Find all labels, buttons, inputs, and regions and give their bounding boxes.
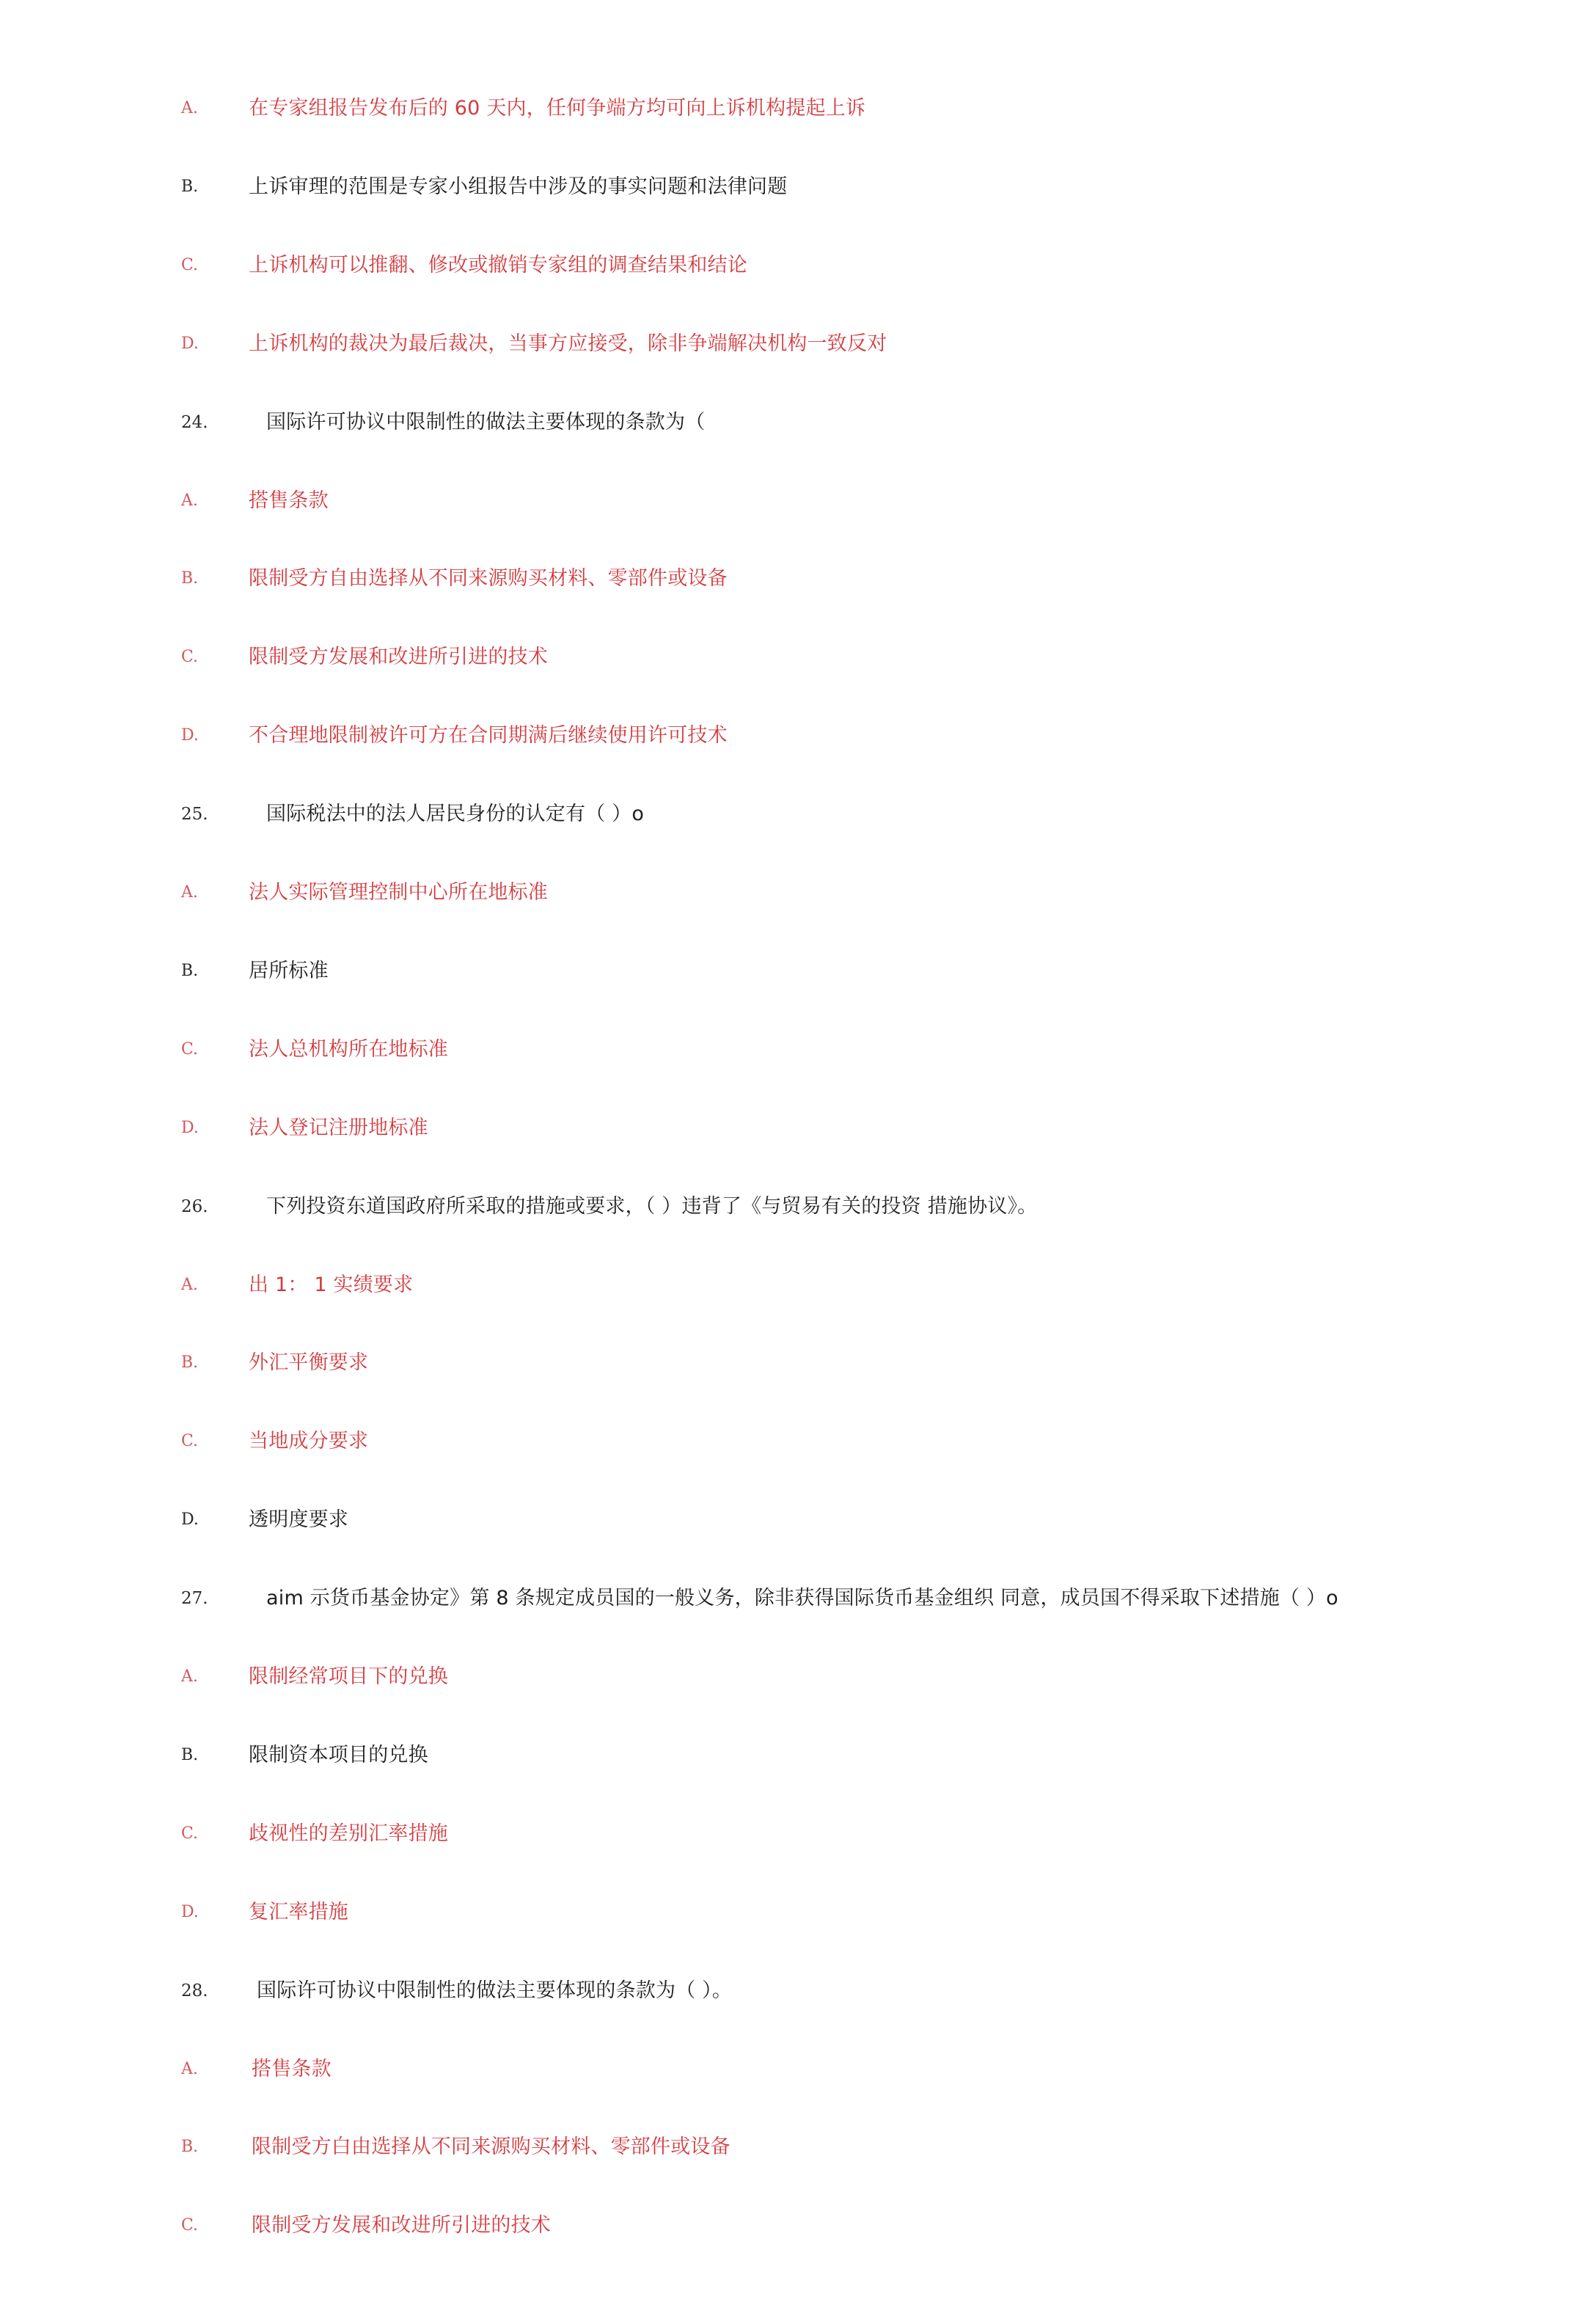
question-number: 24. bbox=[181, 413, 208, 432]
question-text: 国际许可协议中限制性的做法主要体现的条款为（ ）。 bbox=[257, 1979, 733, 2002]
option-letter: D. bbox=[181, 1119, 199, 1137]
option-row bbox=[0, 1419, 1571, 1464]
question-row bbox=[0, 1969, 1571, 2013]
option-text: 在专家组报告发布后的 60 天内，任何争端方均可向上诉机构提起上诉 bbox=[249, 97, 866, 120]
option-row bbox=[0, 635, 1571, 679]
option-letter: B. bbox=[181, 569, 199, 588]
option-text: 限制受方自由选择从不同来源购买材料、零部件或设备 bbox=[249, 567, 728, 590]
option-text: 限制受方白由选择从不同来源购买材料、零部件或设备 bbox=[252, 2135, 730, 2158]
option-row bbox=[0, 1812, 1571, 1856]
option-text: 歧视性的差别汇率措施 bbox=[249, 1822, 448, 1845]
option-row bbox=[0, 557, 1571, 601]
option-letter: B. bbox=[181, 2138, 199, 2156]
option-text: 限制经常项目下的兑换 bbox=[249, 1665, 448, 1688]
option-row bbox=[0, 1733, 1571, 1777]
option-row bbox=[0, 1028, 1571, 1072]
question-text: 国际许可协议中限制性的做法主要体现的条款为（ bbox=[266, 411, 706, 434]
option-text: 法人实际管理控制中心所在地标准 bbox=[249, 881, 548, 904]
option-row bbox=[0, 1106, 1571, 1150]
option-letter: C. bbox=[181, 1824, 199, 1843]
option-letter: D. bbox=[181, 335, 199, 353]
question-row bbox=[0, 792, 1571, 836]
question-row bbox=[0, 1185, 1571, 1229]
option-row bbox=[0, 1498, 1571, 1542]
option-letter: A. bbox=[181, 1276, 198, 1294]
option-letter: C. bbox=[181, 1040, 199, 1059]
option-row bbox=[0, 949, 1571, 993]
option-letter: C. bbox=[181, 256, 199, 274]
question-text: 下列投资东道国政府所采取的措施或要求，（ ）违背了《与贸易有关的投资 措施协议》。 bbox=[266, 1195, 1038, 1218]
option-letter: B. bbox=[181, 1353, 199, 1372]
option-row bbox=[0, 1341, 1571, 1385]
option-row bbox=[0, 1890, 1571, 1934]
option-row bbox=[0, 2125, 1571, 2169]
question-text: aim 示货币基金协定》第 8 条规定成员国的一般义务，除非获得国际货币基金组织 同意，成员国不得采取下述措施（ ）o bbox=[266, 1587, 1339, 1609]
option-letter: A. bbox=[181, 99, 198, 117]
question-number: 27. bbox=[181, 1589, 208, 1608]
option-row bbox=[0, 87, 1571, 131]
option-text: 复汇率措施 bbox=[249, 1901, 348, 1923]
option-row bbox=[0, 479, 1571, 523]
option-row bbox=[0, 871, 1571, 915]
option-letter: A. bbox=[181, 492, 198, 510]
option-letter: B. bbox=[181, 962, 199, 980]
option-letter: A. bbox=[181, 883, 198, 902]
option-row bbox=[0, 322, 1571, 366]
option-text: 出 1： 1 实绩要求 bbox=[249, 1274, 414, 1296]
option-letter: A. bbox=[181, 2060, 198, 2078]
question-number: 26. bbox=[181, 1197, 208, 1216]
option-text: 搭售条款 bbox=[252, 2058, 332, 2080]
question-number: 28. bbox=[181, 1981, 208, 2000]
option-row bbox=[0, 2204, 1571, 2248]
option-text: 居所标准 bbox=[249, 960, 329, 982]
option-text: 上诉机构可以推翻、修改或撤销专家组的调查结果和结论 bbox=[249, 254, 747, 277]
option-text: 限制资本项目的兑换 bbox=[249, 1744, 428, 1766]
option-text: 限制受方发展和改进所引进的技术 bbox=[249, 646, 548, 668]
question-row bbox=[0, 401, 1571, 445]
option-letter: A. bbox=[181, 1667, 198, 1686]
option-letter: D. bbox=[181, 1510, 199, 1529]
option-letter: C. bbox=[181, 648, 199, 666]
option-letter: B. bbox=[181, 1746, 199, 1764]
option-row bbox=[0, 1263, 1571, 1307]
option-letter: D. bbox=[181, 726, 199, 745]
option-letter: B. bbox=[181, 178, 199, 196]
option-text: 当地成分要求 bbox=[249, 1430, 369, 1452]
question-number: 25. bbox=[181, 805, 208, 824]
option-row bbox=[0, 165, 1571, 209]
option-text: 限制受方发展和改进所引进的技术 bbox=[252, 2214, 551, 2237]
option-text: 不合理地限制被许可方在合同期满后继续使用许可技术 bbox=[249, 724, 728, 747]
option-text: 透明度要求 bbox=[249, 1508, 348, 1531]
option-row bbox=[0, 2047, 1571, 2091]
option-row bbox=[0, 714, 1571, 758]
question-text: 国际税法中的法人居民身份的认定有（ ）o bbox=[266, 803, 645, 825]
option-letter: C. bbox=[181, 2216, 199, 2235]
option-text: 上诉机构的裁决为最后裁决，当事方应接受，除非争端解决机构一致反对 bbox=[249, 332, 887, 355]
option-text: 上诉审理的范围是专家小组报告中涉及的事实问题和法律问题 bbox=[249, 175, 788, 198]
option-text: 法人总机构所在地标准 bbox=[249, 1038, 448, 1061]
option-letter: D. bbox=[181, 1903, 199, 1921]
question-row bbox=[0, 1576, 1571, 1620]
option-row bbox=[0, 244, 1571, 288]
option-text: 搭售条款 bbox=[249, 489, 329, 512]
option-text: 外汇平衡要求 bbox=[249, 1351, 369, 1374]
option-row bbox=[0, 1655, 1571, 1699]
option-letter: C. bbox=[181, 1432, 199, 1450]
option-text: 法人登记注册地标准 bbox=[249, 1117, 428, 1139]
